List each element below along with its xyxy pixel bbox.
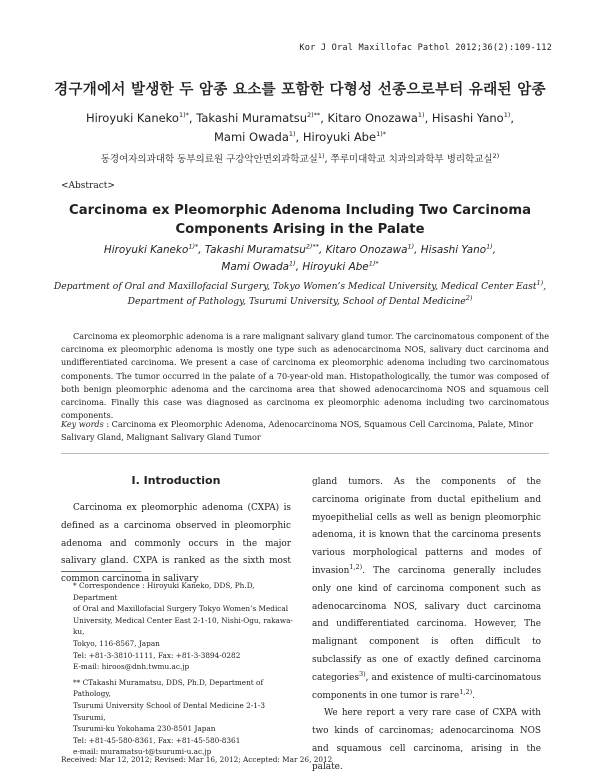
english-author-list: Hiroyuki Kaneko$^{1)*}$, Takashi Muramatsu$^{2)**}$, Kitaro Onozawa$^{1)}$, Hisashi Yano$^{1)}$, Mami Owada$^{1)}$, Hiroyuki Abe$^{1)*}$ [103, 242, 497, 273]
footnote-line: E-mail: hiroos@dnh.twmu.ac.jp [73, 662, 190, 672]
keywords-text: : Carcinoma ex Pleomorphic Adenoma, Adenocarcinoma NOS, Squamous Cell Carcinoma, Palate, Minor Salivary Gland, Malignant Salivary Gland Tumor [61, 419, 534, 443]
citation-marker: 1,2) [459, 687, 473, 696]
affiliation-marker: 2) [465, 293, 473, 302]
footnote-line: of Oral and Maxillofacial Surgery Tokyo Women’s Medical [73, 604, 289, 614]
author-name: Mami Owada [221, 261, 290, 273]
author-name: Mami Owada [214, 130, 289, 144]
affiliation: Department of Oral and Maxillofacial Surgery, Tokyo Women’s Medical University, Medical Center East [53, 281, 537, 292]
footnote-line: Tsurumi University School of Dental Medicine 2-1-3 Tsurumi, [73, 700, 265, 722]
english-title-line: Carcinoma ex Pleomorphic Adenoma Including Two Carcinoma [69, 203, 531, 218]
author-name: Hiroyuki Kaneko [103, 244, 189, 256]
footnote-rule [61, 571, 141, 572]
intro-paragraph [312, 474, 541, 705]
co-correspondence-footnote [61, 677, 299, 758]
author-marker: 1)* [376, 130, 386, 139]
korean-title: 경구개에서 발생한 두 암종 요소를 포함한 다형성 선종으로부터 유래된 암종 [54, 82, 546, 98]
section-divider [61, 453, 549, 454]
received-dates: Received: Mar 12, 2012; Revised: Mar 16, 2012; Accepted: Mar 26, 2012 [61, 755, 333, 764]
correspondence-footnote [61, 580, 299, 673]
author-name: Takashi Muramatsu [196, 111, 308, 125]
keywords [61, 418, 549, 444]
affiliation-marker: 1) [536, 278, 544, 287]
footnote-line: Tsurumi-ku Yokohama 230-8501 Japan [73, 724, 216, 734]
author-name: Takashi Muramatsu [204, 244, 306, 256]
citation-marker: 1,2) [349, 563, 363, 572]
affiliation: Department of Pathology, Tsurumi University, School of Dental Medicine [127, 296, 466, 307]
english-title [60, 201, 540, 239]
author-name: Kitaro Onozawa [325, 244, 408, 256]
author-marker: 1)* [188, 242, 199, 251]
intro-left-column [61, 500, 291, 589]
intro-paragraph: Carcinoma ex pleomorphic adenoma (CXPA) is defined as a carcinoma observed in pleomorphic adenoma and commonly occurs in the major salivary gland. CXPA is ranked as the sixth most common carcinoma in salivary [61, 503, 291, 585]
footnote-line: University, Medical Center East 2-1-10, Nishi-Ogu, rakawa-ku, [73, 615, 293, 637]
author-marker: 1) [288, 130, 296, 139]
intro-text: , and existence of multi-carcinomatous components in one tumor is rare [312, 672, 541, 701]
english-affiliations: Department of Oral and Maxillofacial Surgery, Tokyo Women’s Medical University, Medical Center East$^{1)}$, Department of Pathology, Tsurumi University, School of Dental Medicine$^{2)}$ [53, 278, 547, 307]
author-marker: 1)* [178, 111, 189, 120]
author-marker: 2)** [305, 242, 319, 251]
intro-text: . The carcinoma generally includes only one kind of carcinoma component such as adenocarcinoma NOS, salivary duct carcinoma and undifferentiated carcinoma. However, The malignant component is often difficult to subclassify as one of exactly defined carcinoma categories [312, 565, 541, 683]
affiliation-marker: 2) [492, 151, 500, 160]
footnotes [61, 580, 299, 762]
affiliation: 쭈루미대학교 치과의과학부 병리학교실 [330, 154, 493, 165]
footnote-line: e-mail: muramatsu-t@tsurumi-u.ac.jp [73, 747, 212, 757]
footnote-line: Tel: +81-3-3810-1111, Fax: +81-3-3894-0282 [73, 650, 241, 660]
author-marker: 1) [289, 259, 296, 268]
abstract-body: Carcinoma ex pleomorphic adenoma is a rare malignant salivary gland tumor. The carcinomatous component of the carcinoma ex pleomorphic adenoma is mostly one type such as adenocarcinoma NOS, salivary duct carcinoma and undifferentiated carcinoma. We present a case of carcinoma ex pleomorphic adenoma including two carcinomatous components. The tumor occurred in the palate of a 70-year-old man. Histopathologically, the tumor was composed of both benign pleomorphic adenoma and the carcinoma area that showed adenocarcinoma NOS and squamous cell carcinoma. Finally this case was diagnosed as carcinoma ex pleomorphic adenoma including two carcinomatous components. [61, 331, 549, 421]
footnote-line: * Correspondence : Hiroyuki Kaneko, DDS, Ph.D, Department [73, 581, 255, 602]
author-marker: 1)* [368, 259, 379, 268]
author-marker: 1) [503, 111, 511, 120]
intro-paragraph: We here report a very rare case of CXPA with two kinds of carcinomas; adenocarcinoma NOS and squamous cell carcinoma, arising in the palate. [312, 708, 541, 772]
intro-text: gland tumors. As the components of the carcinoma originate from ductal epithelium and myoepithelial cells as well as benign pleomorphic adenoma, it is known that the carcinoma presents various morphological patterns and modes of invasion [312, 477, 541, 576]
author-name: Kitaro Onozawa [327, 111, 418, 125]
korean-author-list: Hiroyuki Kaneko$^{1)*}$, Takashi Muramatsu$^{2)**}$, Kitaro Onozawa$^{1)}$, Hisashi Yano$^{1)}$, Mami Owada$^{1)}$, Hiroyuki Abe$^{1)*}$ [85, 111, 515, 144]
affiliation: 동경여자의과대학 동부의료원 구강악안면외과학교실 [100, 154, 318, 165]
author-name: Hiroyuki Abe [302, 130, 377, 144]
footnote-line: Tokyo, 116-8567, Japan [73, 638, 160, 648]
author-marker: 1) [407, 242, 415, 251]
author-marker: 1) [417, 111, 425, 120]
citation-marker: 3) [359, 669, 366, 678]
footnote-line: ** CTakashi Muramatsu, DDS, Ph.D, Department of Pathology, [73, 677, 264, 699]
english-title-line: Components Arising in the Palate [175, 222, 425, 237]
intro-right-column [312, 474, 541, 777]
intro-text: . [472, 690, 475, 701]
section-heading: Ⅰ. Introduction [131, 474, 221, 487]
abstract-tag: <Abstract> [61, 181, 115, 191]
author-name: Hisashi Yano [420, 244, 487, 256]
author-name: Hisashi Yano [431, 111, 504, 125]
keywords-label: Key words [61, 419, 104, 429]
korean-affiliations: 동경여자의과대학 동부의료원 구강악안면외과학교실$^{1)}$, 쭈루미대학교 치과의과학부 병리학교실$^{2)}$ [100, 151, 500, 165]
author-name: Hiroyuki Abe [302, 261, 369, 273]
author-marker: 2)** [307, 111, 321, 120]
affiliation-marker: 1) [317, 151, 325, 160]
author-marker: 1) [486, 242, 493, 251]
footnote-line: Tel: +81-45-580-8361, Fax: +81-45-580-8361 [73, 735, 241, 745]
journal-reference: Kor J Oral Maxillofac Pathol 2012;36(2):109-112 [299, 43, 552, 53]
author-name: Hiroyuki Kaneko [85, 111, 179, 125]
